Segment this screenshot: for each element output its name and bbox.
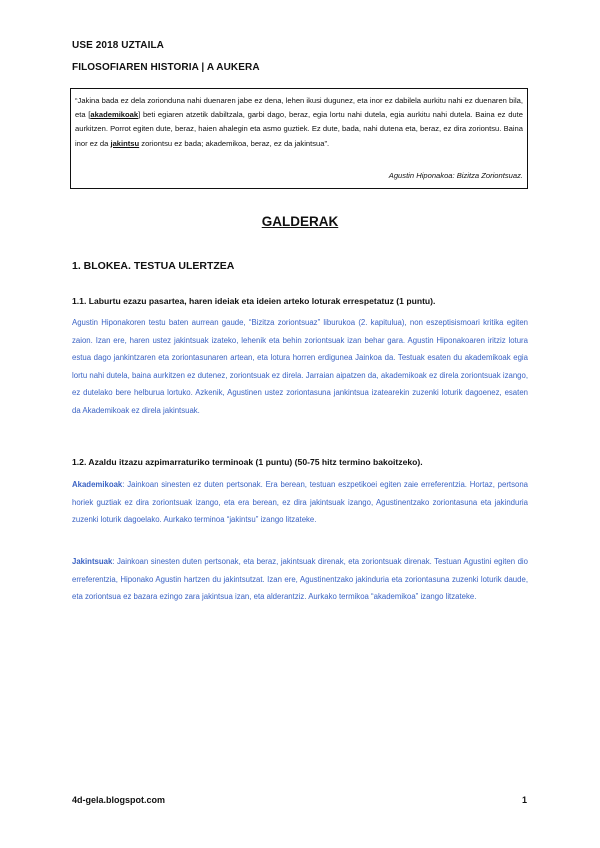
footer-site: 4d-gela.blogspot.com — [72, 795, 166, 805]
answer-1-1: Agustin Hiponakoren testu baten aurrean gaude, “Bizitza zoriontsuaz” liburukoa (2. kapitulua), non eszeptisismoari kritika egiten zaion. Izan ere, haren ustez jakintsuak izateko, lehenik eta behin zoriontsuak izan behar gara. Agustin Hiponakoaren iritziz lotura estua dago jankintzaren eta zoriontasunaren artean, eta lotura horren erdigunea Jainkoa da. Testuak esaten du akademikoak egia lortu nahi dutela, baina aurkitzen ez dutenez, zoriontsuak ez direla. Jarraian aipatzen da, akademikoak ez direla zoriontsuak izango, ez dutelako bere helburua lortuko. Azkenik, Agustinen ustez zoriontasuna jankintsua izatearekin zuzenki loturik dagoenez, esaten da Akademikoak ez direla jakintsuak. — [72, 318, 528, 415]
term-label-jakintsuak: Jakintsuak — [72, 557, 113, 566]
header-title: USE 2018 UZTAILA — [72, 40, 164, 51]
quote-term-akademikoak: akademikoak — [90, 110, 139, 120]
question-1-2: 1.2. Azaldu itzazu azpimarraturiko terminoak (1 puntu) (50-75 hitz termino bakoitzeko). — [72, 457, 423, 467]
quote-term-jakintsu: jakintsu — [110, 138, 140, 148]
quote-box — [70, 88, 528, 189]
answer-term-akademikoak — [72, 476, 528, 529]
term-text-jakintsuak: : Jainkoan sinesten duten pertsonak, eta beraz, jakintsuak direnak, eta zoriontsuak direnak. Testuan Agustini egiten dio erreferentzia, Hiponako Agustin hartzen du jakintsutzat. Izan ere, Agustinentzako jakinduria eta zoriontasuna zuzenki loturik daude, eta zoriontsua ez bazara ezingo zara jakintsua izan, eta alderantziz. Aurkako termikoa “akademikoa” izango litzateke. — [72, 557, 528, 602]
term-text-akademikoak: : Jainkoan sinesten ez duten pertsonak. Era berean, testuan eszpetikoei egiten zaie erreferentzia. Hortaz, pertsona horiek guztiak ez dira zoriontsuak izango, eta era berean, ez dira jakintsuak izango, Agustinentzako zoriontasuna eta jakinduria zuzenki loturik dagoelako. Aurkako terminoa “jakintsu” izango litzateke. — [72, 480, 528, 525]
quote-attribution: Agustin Hiponakoa: Bizitza Zoriontsuaz. — [388, 170, 523, 180]
question-1-1: 1.1. Laburtu ezazu pasartea, haren ideiak eta ideien arteko loturak errespetatuz (1 puntu). — [72, 296, 436, 306]
page-number: 1 — [522, 795, 528, 805]
term-label-akademikoak: Akademikoak — [72, 480, 123, 489]
answer-term-jakintsuak — [72, 553, 528, 606]
quote-text-middle: ] beti egiaren atzetik dabiltzala, garbi dago, beraz, egia lortu nahi dutela, egia aurkitu nahi dutela. Baina ez dute aurkitzen. Porrot egiten dute, beraz, haien ahalegin eta asmo guztiek. Ez dute, bada, nahi dutena eta, beraz, ez dira zoriontsu. Baina inor ez da — [75, 110, 523, 148]
block-heading: 1. BLOKEA. TESTUA ULERTZEA — [72, 260, 235, 272]
quote-text-end: zoriontsu ez bada; akademikoa, beraz, ez da jakintsua”. — [139, 138, 330, 148]
header-subtitle: FILOSOFIAREN HISTORIA | A AUKERA — [72, 62, 260, 73]
quote-text-start: “Jakina bada ez dela zorionduna nahi duenaren jabe ez dena, lehen ikusi dugunez, eta inor ez dabilela aurkitu nahi ez duenaren bila, eta [ — [75, 96, 523, 120]
page-title: GALDERAK — [261, 214, 339, 229]
